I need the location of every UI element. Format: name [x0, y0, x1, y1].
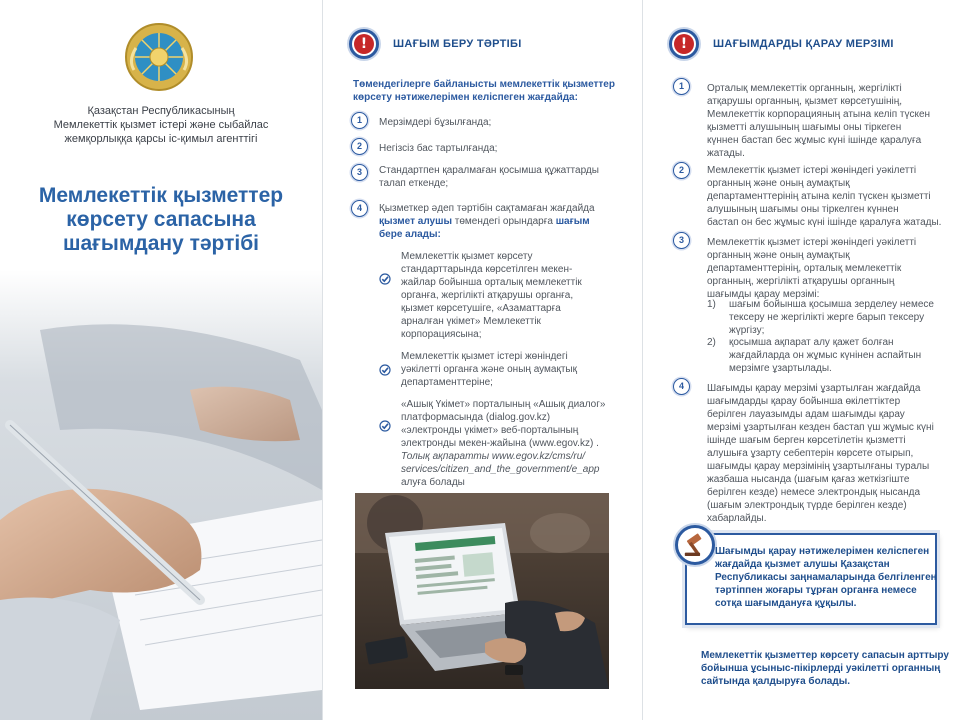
sub-item-text: жағдайларда он жұмыс күнінен аспайтын [729, 350, 922, 361]
gavel-icon [675, 525, 715, 565]
exclamation-icon: ! [669, 29, 699, 59]
list-item-text: органға, жергілікті атқарушы органға, [401, 290, 574, 301]
title-line: Мемлекеттік қызметтер [38, 184, 284, 207]
list-item-text: бастап он бес жұмыс күні ішінде қаралуға жатады. [707, 217, 942, 228]
list-item-text: Мемлекеттік корпорацияның атына келіп түскен [707, 109, 931, 120]
list-item-text: (шағым электрондық түрде берілген кезде) [707, 500, 907, 511]
list-item-text: берілген лауазымды адам шағымды қарау [707, 409, 905, 420]
feedback-line: Мемлекеттік қызметтер көрсету сапасын арттыру [701, 650, 949, 661]
highlight-text: бере алады: [379, 229, 441, 240]
list-item-text: ішінде шағым берген көрсетілетін қызметті [707, 435, 906, 446]
number-badge: 3 [351, 164, 368, 181]
list-item-text: services/citizen_and_the_government/e_app [401, 464, 600, 475]
list-item-text: жатады. [707, 148, 745, 159]
cover-panel [0, 0, 322, 720]
plain-text: төмендегі орындарға [452, 216, 556, 227]
agency-line: Қазақстан Республикасының [87, 105, 235, 117]
callout-line: сотқа шағымдануға құқылы. [715, 598, 857, 609]
list-item-text: Негізсіз бас тартылғанда; [379, 143, 498, 154]
number-badge: 4 [351, 200, 368, 217]
checkmark-icon [379, 364, 391, 376]
number-badge: 4 [673, 378, 690, 395]
list-item-text: шағымды қарау мерзімі: [707, 289, 820, 300]
sub-item-marker: 2) [707, 337, 716, 348]
appeal-right-callout [685, 533, 937, 625]
sub-item-text: тексеру не жергілікті жерге барып тексеру [729, 312, 925, 323]
list-item-text: талап еткенде; [379, 178, 449, 189]
number-badge: 1 [351, 112, 368, 129]
list-item-text: «Ашық Үкімет» порталының «Ашық диалог» [401, 399, 606, 410]
number-badge: 2 [673, 162, 690, 179]
list-item-text: органның, жергілікті атқарушы органның [707, 276, 895, 287]
list-item-text: Шағымды қарау мерзімі ұзартылған жағдайда [707, 383, 921, 394]
section-header [669, 28, 894, 60]
sub-item-text: шағым бойынша қосымша зерделеу немесе [729, 299, 934, 310]
agency-name [20, 104, 302, 146]
title-line: көрсету сапасына [66, 208, 256, 231]
list-item-text: мерзімі ұзартылған кезден бастап үш жұмыс күні [707, 422, 934, 433]
checkmark-icon [379, 420, 391, 432]
callout-line: тәртіппен жоғары тұрған органға немесе [715, 585, 917, 596]
list-item [379, 116, 491, 129]
list-item-text: алушының шағымы оны тіркелген күннен [707, 204, 899, 215]
list-item-text: «электронды үкімет» веб-порталының [401, 425, 579, 436]
feedback-line: сайтында қалдыруға болады. [701, 676, 851, 687]
list-item-text: шағымдарды қарау бойынша өкілеттіктер [707, 396, 901, 407]
list-item [707, 164, 941, 229]
photo-laptop-egov-portal [355, 493, 609, 689]
list-item-text: департаменттерінің, орталық мемлекеттік [707, 263, 902, 274]
highlight-text: қызмет алушы [379, 216, 452, 227]
number-badge: 1 [673, 78, 690, 95]
agency-line: жемқорлыққа қарсы іс-қимыл агенттігі [64, 133, 258, 145]
list-item [401, 250, 582, 341]
callout-line: Шағымды қарау нәтижелерімен келіспеген [715, 546, 930, 557]
list-item [707, 82, 930, 160]
feedback-line: бойынша ұсыныс-пікірлерді уәкілетті органның [701, 663, 941, 674]
list-item [379, 142, 497, 155]
list-item-text: хабарлайды. [707, 513, 767, 524]
review-period-panel [642, 0, 960, 720]
sub-item-text: қосымша ақпарат алу қажет болған [729, 337, 894, 348]
callout-text [715, 545, 935, 610]
list-item-text: Толық ақпаратты www.egov.kz/cms/ru/ [401, 451, 586, 462]
list-item-text: күннен бастап бес жұмыс күні ішінде қаралуға [707, 135, 922, 146]
brochure-title [20, 184, 302, 256]
list-item-text: департаменттеріне; [401, 377, 493, 388]
callout-line: Республикасы заңнамаларында белгіленген [715, 572, 937, 583]
section-title: ШАҒЫМДАРДЫ ҚАРАУ МЕРЗІМІ [713, 38, 894, 50]
list-item-text: корпорациясына; [401, 329, 482, 340]
sub-item-text: жүргізу; [729, 325, 765, 336]
list-item-text: Мерзімдері бұзылғанда; [379, 117, 492, 128]
intro-line: көрсету нәтижелерімен келіспеген жағдайда: [353, 92, 578, 103]
list-item-text: берілген кезде) немесе электрондық нысанда [707, 487, 921, 498]
intro-text [353, 78, 628, 104]
photo-hands-writing-notebook [0, 270, 322, 720]
section-title: ШАҒЫМ БЕРУ ТӘРТІБІ [393, 38, 522, 50]
sub-item [729, 336, 921, 375]
list-item [379, 202, 595, 241]
list-item-text: Мемлекеттік қызмет істері жөніндегі [401, 351, 568, 362]
complaint-procedure-panel [322, 0, 642, 720]
list-item-text [379, 215, 595, 228]
list-item-text: арналған үкімет» Мемлекеттік [401, 316, 541, 327]
list-item-text: электронды мекен-жайына (www.egov.kz) . [401, 438, 599, 449]
list-item [707, 236, 916, 301]
callout-line: жағдайда қызмет алушы Қазақстан [715, 559, 890, 570]
list-item [401, 350, 577, 389]
list-item-text: Мемлекеттік қызмет көрсету [401, 251, 533, 262]
sub-item-marker: 1) [707, 299, 716, 310]
sub-item [729, 298, 934, 337]
list-item-text: органның және оның аумақтық [707, 250, 850, 261]
list-item-text: Орталық мемлекеттік органның, жергілікті [707, 83, 902, 94]
feedback-note [701, 649, 951, 688]
agency-line: Мемлекеттік қызмет істері және сыбайлас [53, 119, 269, 131]
list-item-text: департаменттерінің атына келіп түскен қызметті [707, 191, 931, 202]
section-header [349, 28, 522, 60]
list-item-text: стандарттарында көрсетілген мекен- [401, 264, 573, 275]
number-badge: 3 [673, 232, 690, 249]
sub-item-text: мерзімге ұзартылады. [729, 363, 832, 374]
list-item-text: Стандартпен қаралмаған қосымша құжаттарды [379, 165, 599, 176]
list-item-text: Қызметкер әдеп тәртібін сақтамаған жағдайда [379, 203, 595, 214]
list-item-text: алуға болады [401, 477, 465, 488]
list-item-text: жазбаша нысанда (шағым қағаз жеткізгіште [707, 474, 910, 485]
list-item-text: уәкілетті органға және оның аумақтық [401, 364, 577, 375]
kazakhstan-emblem-icon [124, 22, 194, 92]
list-item-text: атқарушы органның, қызмет көрсетушінің, [707, 96, 903, 107]
title-line: шағымдану тәртібі [62, 232, 260, 255]
list-item-text: қызмет көрсетушіге, «Азаматтарға [401, 303, 561, 314]
list-item-text: шағымды қарау мерзімінің ұзартылғаны туралы [707, 461, 930, 472]
list-item-text: қызметті алушының шағымы оны тіркеген [707, 122, 902, 133]
list-item-text: Мемлекеттік қызмет істері жөніндегі уәкілетті [707, 237, 917, 248]
exclamation-icon: ! [349, 29, 379, 59]
list-item-text: алушыға ұзарту себептерін көрсете отырып, [707, 448, 914, 459]
highlight-text: шағым [555, 216, 590, 227]
list-item-text: жайлар бойынша орталық мемлекеттік [401, 277, 582, 288]
checkmark-icon [379, 273, 391, 285]
number-badge: 2 [351, 138, 368, 155]
intro-line: Төмендегілерге байланысты мемлекеттік қызметтер [353, 79, 615, 90]
list-item-text: платформасында (dialog.gov.kz) [401, 412, 551, 423]
list-item [401, 398, 605, 489]
list-item [707, 382, 934, 525]
list-item [379, 164, 599, 190]
list-item-text: органның және оның аумақтық [707, 178, 850, 189]
list-item-text: Мемлекеттік қызмет істері жөніндегі уәкілетті [707, 165, 917, 176]
